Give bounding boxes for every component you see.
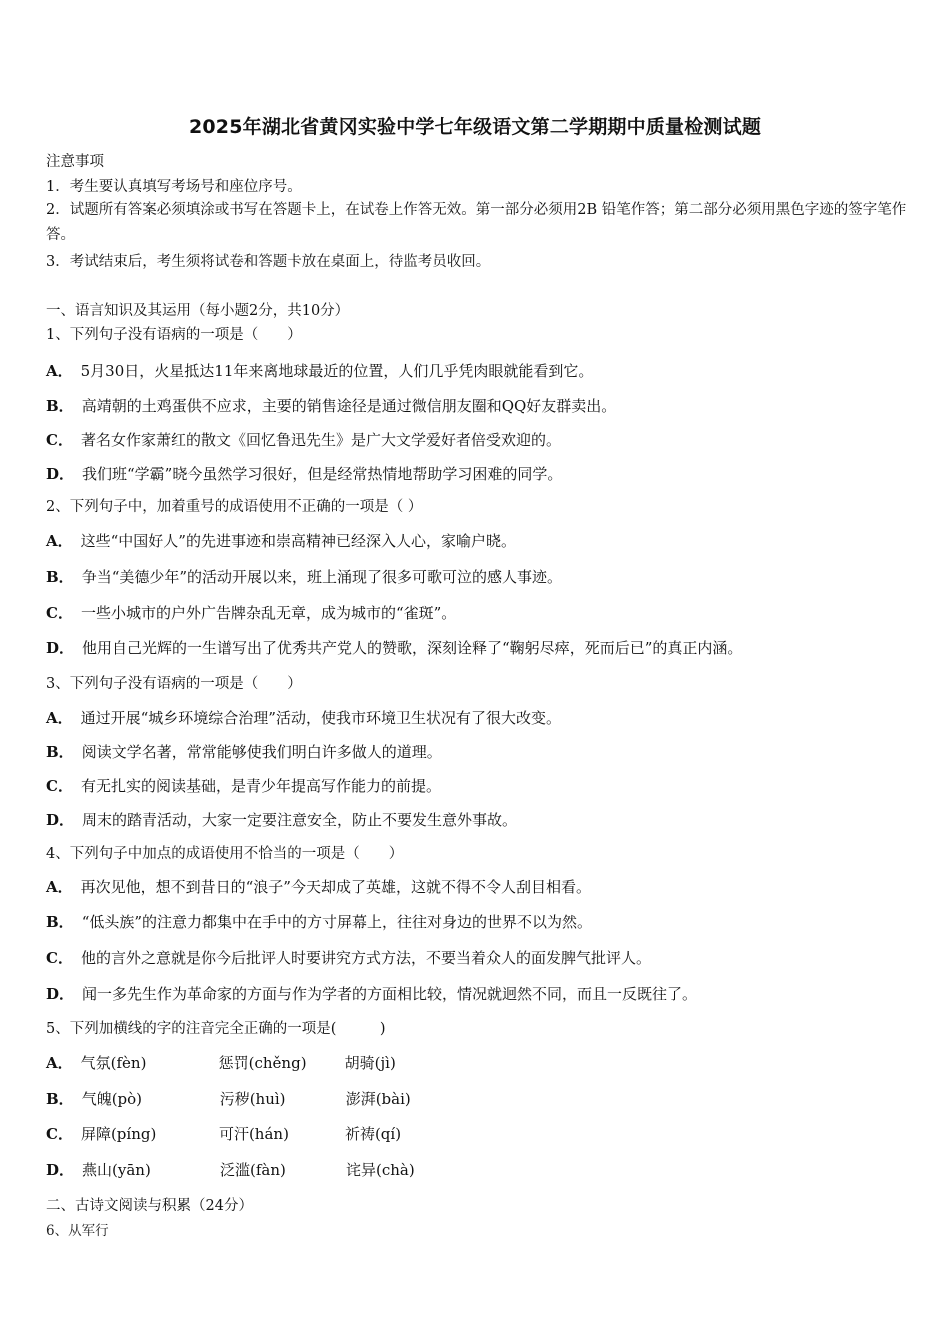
option-word-2: 污秽(huì) (219, 1090, 286, 1108)
option-letter: A． (46, 1054, 73, 1072)
question-4-option-c (46, 948, 651, 968)
notice-item-1: 1．考生要认真填写考场号和座位序号。 (46, 179, 302, 195)
question-5-option-d (46, 1160, 415, 1180)
question-4-option-b (46, 912, 592, 932)
option-word-3: 祈祷(qí) (344, 1125, 402, 1143)
option-text: 周末的踏青活动，大家一定要注意安全，防止不要发生意外事故。 (82, 811, 518, 829)
question-3-option-a (46, 708, 561, 728)
page-title: 2025年湖北省黄冈实验中学七年级语文第二学期期中质量检测试题 (188, 116, 762, 138)
question-5-stem: 5、下列加横线的字的注音完全正确的一项是( ) (46, 1021, 386, 1037)
option-word-2: 惩罚(chěng) (218, 1054, 307, 1072)
question-6-title: 6、从军行 (46, 1223, 109, 1239)
option-text: 他用自己光辉的一生谱写出了优秀共产党人的赞歌，深刻诠释了“鞠躬尽瘁，死而后已”的真正内涵。 (82, 639, 743, 657)
option-letter: A． (46, 878, 73, 896)
question-2-option-a (46, 531, 516, 551)
question-4-option-a (46, 877, 591, 897)
option-letter: C． (46, 777, 73, 795)
option-text: 高靖朝的土鸡蛋供不应求，主要的销售途径是通过微信朋友圈和QQ好友群卖出。 (81, 397, 617, 415)
option-text: 他的言外之意就是你今后批评人时要讲究方式方法，不要当着众人的面发脾气批评人。 (80, 949, 651, 967)
option-text: 通过开展“城乡环境综合治理”活动，使我市环境卫生状况有了很大改变。 (80, 709, 561, 727)
question-3-option-b (46, 742, 442, 762)
question-2-option-b (46, 567, 562, 587)
question-5-option-b (46, 1089, 411, 1109)
question-5-option-a (46, 1053, 396, 1073)
option-letter: A． (46, 362, 73, 380)
option-letter: B． (46, 397, 74, 415)
section-2-heading: 二、古诗文阅读与积累（24分） (46, 1198, 253, 1214)
option-letter: C． (46, 604, 73, 622)
option-text: 阅读文学名著，常常能够使我们明白许多做人的道理。 (81, 743, 442, 761)
option-word-3: 诧异(chà) (346, 1161, 415, 1179)
option-letter: C． (46, 1125, 73, 1143)
option-word-3: 澎湃(bài) (345, 1090, 411, 1108)
question-1-stem: 1、下列句子没有语病的一项是（ ） (46, 327, 302, 343)
option-text: “低头族”的注意力都集中在手中的方寸屏幕上，往往对身边的世界不以为然。 (81, 913, 593, 931)
option-text: 一些小城市的户外广告牌杂乱无章，成为城市的“雀斑”。 (80, 604, 457, 622)
question-3-option-c (46, 776, 441, 796)
notice-item-3: 3．考试结束后，考生须将试卷和答题卡放在桌面上，待监考员收回。 (46, 254, 491, 270)
option-text: 5月30日，火星抵达11年来离地球最近的位置，人们几乎凭肉眼就能看到它。 (80, 362, 594, 380)
question-1-option-d (46, 464, 562, 484)
option-text: 这些“中国好人”的先进事迹和崇高精神已经深入人心，家喻户晓。 (80, 532, 516, 550)
option-letter: A． (46, 532, 73, 550)
option-letter: B． (46, 568, 74, 586)
option-letter: A． (46, 709, 73, 727)
section-1-heading: 一、语言知识及其运用（每小题2分，共10分） (46, 303, 350, 319)
question-1-option-c (46, 430, 561, 450)
question-1-option-a (46, 361, 593, 381)
option-text: 再次见他，想不到昔日的“浪子”今天却成了英雄，这就不得不令人刮目相看。 (80, 878, 591, 896)
option-letter: D． (46, 465, 75, 483)
option-word-3: 胡骑(jì) (344, 1054, 396, 1072)
option-word-1: 气氛(fèn) (80, 1054, 147, 1072)
option-letter: C． (46, 949, 73, 967)
option-word-2: 可汗(hán) (218, 1125, 289, 1143)
question-2-stem: 2、下列句子中，加着重号的成语使用不正确的一项是（ ） (46, 499, 423, 515)
question-3-stem: 3、下列句子没有语病的一项是（ ） (46, 676, 302, 692)
option-letter: D． (46, 1161, 75, 1179)
option-letter: C． (46, 431, 73, 449)
question-4-stem: 4、下列句子中加点的成语使用不恰当的一项是（ ） (46, 846, 404, 862)
notice-item-2: 2．试题所有答案必须填涂或书写在答题卡上，在试卷上作答无效。第一部分必须用2B 铅笔作答；第二部分必须用黑色字迹的签字笔作答。 (46, 202, 907, 243)
option-letter: D． (46, 811, 75, 829)
question-1-option-b (46, 396, 616, 416)
question-4-option-d (46, 984, 697, 1004)
option-text: 闻一多先生作为革命家的方面与作为学者的方面相比较，情况就迥然不同，而且一反既往了。 (82, 985, 698, 1003)
option-word-1: 气魄(pò) (81, 1090, 143, 1108)
option-letter: B． (46, 1090, 74, 1108)
option-word-1: 屏障(píng) (80, 1125, 157, 1143)
option-text: 争当“美德少年”的活动开展以来，班上涌现了很多可歌可泣的感人事迹。 (81, 568, 563, 586)
option-word-2: 泛滥(fàn) (220, 1161, 286, 1179)
question-3-option-d (46, 810, 517, 830)
option-word-1: 燕山(yān) (82, 1161, 151, 1179)
option-letter: D． (46, 639, 75, 657)
option-letter: B． (46, 743, 74, 761)
question-2-option-d (46, 638, 742, 658)
question-2-option-c (46, 603, 456, 623)
option-text: 我们班“学霸”晓今虽然学习很好，但是经常热情地帮助学习困难的同学。 (82, 465, 563, 483)
question-5-option-c (46, 1124, 401, 1144)
option-letter: B． (46, 913, 74, 931)
option-letter: D． (46, 985, 75, 1003)
option-text: 有无扎实的阅读基础，是青少年提高写作能力的前提。 (80, 777, 441, 795)
notice-heading: 注意事项 (46, 154, 104, 170)
option-text: 著名女作家萧红的散文《回忆鲁迅先生》是广大文学爱好者倍受欢迎的。 (80, 431, 561, 449)
